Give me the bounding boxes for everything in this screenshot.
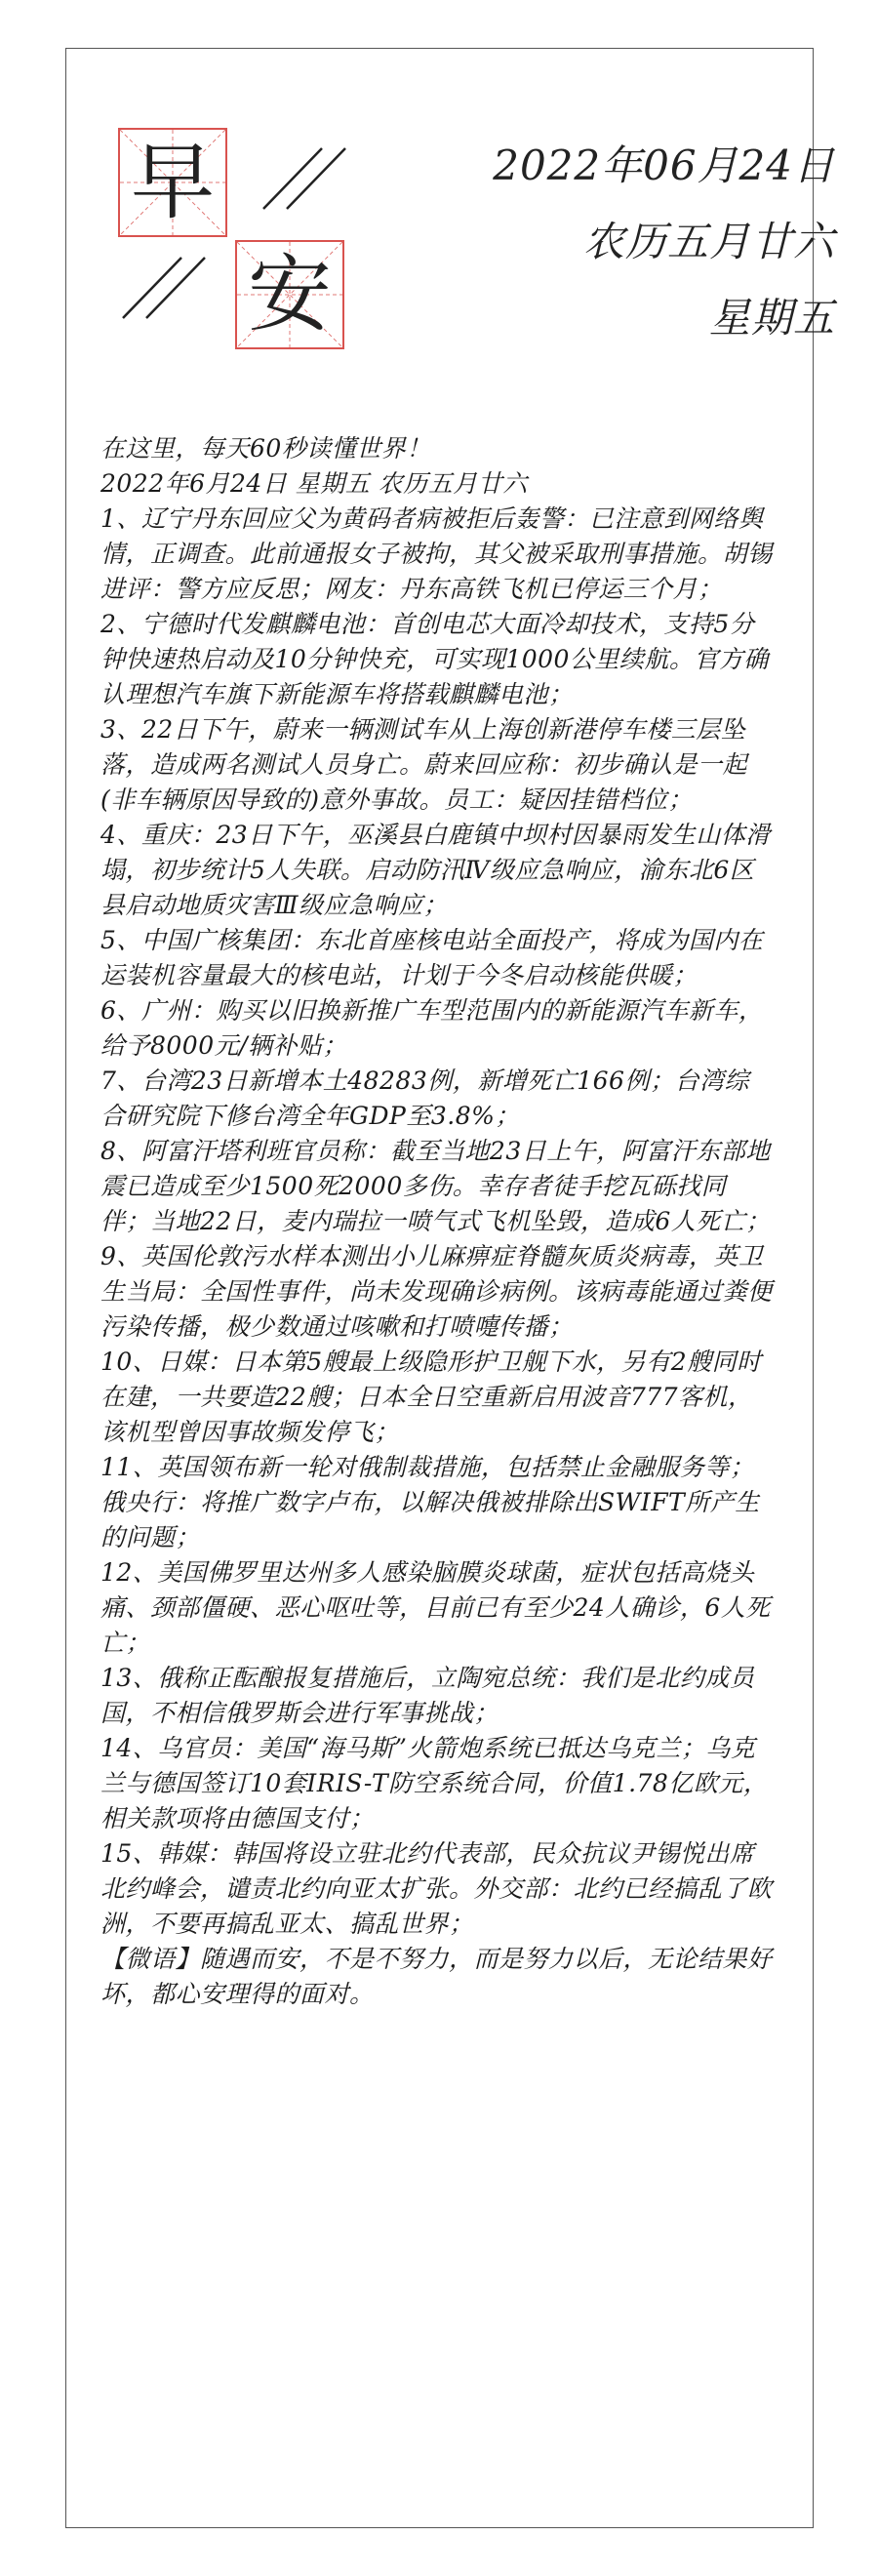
intro-line: 在这里，每天60秒读懂世界！ [100,434,431,463]
quote-line: 【微语】随遇而安，不是不努力，而是努力以后，无论结果好坏，都心安理得的面对。 [100,1945,773,2008]
news-item: 6、广州：购买以旧换新推广车型范围内的新能源汽车新车，给予8000元/辆补贴； [100,996,764,1060]
news-item: 5、中国广核集团：东北首座核电站全面投产，将成为国内在运装机容量最大的核电站，计划于今冬启动核能供暖； [100,926,764,989]
news-item: 10、日媒：日本第5艘最上级隐形护卫舰下水，另有2艘同时在建，一共要造22艘；日本全日空重新启用波音777客机，该机型曾因事故频发停飞； [100,1348,762,1446]
lunar-date: 农历五月廿六 [582,218,835,265]
news-item: 9、英国伦敦污水样本测出小儿麻痹症脊髓灰质炎病毒，英卫生当局：全国性事件，尚未发现确诊病例。该病毒能通过粪便污染传播，极少数通过咳嗽和打喷嚏传播； [100,1242,773,1341]
news-item: 2、宁德时代发麒麟电池：首创电芯大面冷却技术，支持5分钟快速热启动及10分钟快充，可实现1000公里续航。官方确认理想汽车旗下新能源车将搭载麒麟电池； [100,610,769,708]
news-item: 11、英国领布新一轮对俄制裁措施，包括禁止金融服务等；俄央行：将推广数字卢布，以解决俄被排除出SWIFT所产生的问题； [100,1453,760,1551]
news-item: 13、俄称正酝酿报复措施后，立陶宛总统：我们是北约成员国，不相信俄罗斯会进行军事挑战； [100,1664,755,1727]
weekday: 星期五 [708,294,835,342]
news-body [100,431,774,2012]
news-item: 3、22日下午，蔚来一辆测试车从上海创新港停车楼三层坠落，造成两名测试人员身亡。蔚来回应称：初步确认是一起(非车辆原因导致的)意外事故。员工：疑因挂错档位； [100,715,748,814]
stamp-zao [118,128,227,237]
date-line: 2022年6月24日 星期五 农历五月廿六 [100,469,528,498]
news-item: 1、辽宁丹东回应父为黄码者病被拒后轰警：已注意到网络舆情，正调查。此前通报女子被拘，其父被采取刑事措施。胡锡进评：警方应反思；网友：丹东高铁飞机已停运三个月； [100,504,773,603]
stamp-char-an: 安 [248,246,332,343]
news-item: 4、重庆：23日下午，巫溪县白鹿镇中坝村因暴雨发生山体滑塌，初步统计5人失联。启动防汛Ⅳ级应急响应，渝东北6区县启动地质灾害Ⅲ级应急响应； [100,821,771,919]
news-item: 12、美国佛罗里达州多人感染脑膜炎球菌，症状包括高烧头痛、颈部僵硬、恶心呕吐等，目前已有至少24人确诊，6人死亡； [100,1558,771,1657]
slash-decoration-icon [117,254,215,322]
news-item: 7、台湾23日新增本土48283例，新增死亡166例；台湾综合研究院下修台湾全年GDP至3.8%； [100,1067,749,1130]
news-item: 15、韩媒：韩国将设立驻北约代表部，民众抗议尹锡悦出席北约峰会，谴责北约向亚太扩张。外交部：北约已经搞乱了欧洲，不要再搞乱亚太、搞乱世界； [100,1839,773,1938]
news-item: 8、阿富汗塔利班官员称：截至当地23日上午，阿富汗东部地震已造成至少1500死2000多伤。幸存者徒手挖瓦砾找同伴；当地22日，麦内瑞拉一喷气式飞机坠毁，造成6人死亡； [100,1137,771,1235]
slash-decoration-icon [254,144,351,213]
stamp-char-zao: 早 [131,134,215,231]
stamp-an [235,240,344,349]
news-item: 14、乌官员：美国“海马斯”火箭炮系统已抵达乌克兰；乌克兰与德国签订10套IRIS-T防空系统合同，价值1.78亿欧元，相关款项将由德国支付； [100,1734,769,1832]
gregorian-date: 2022年06月24日 [493,141,835,189]
